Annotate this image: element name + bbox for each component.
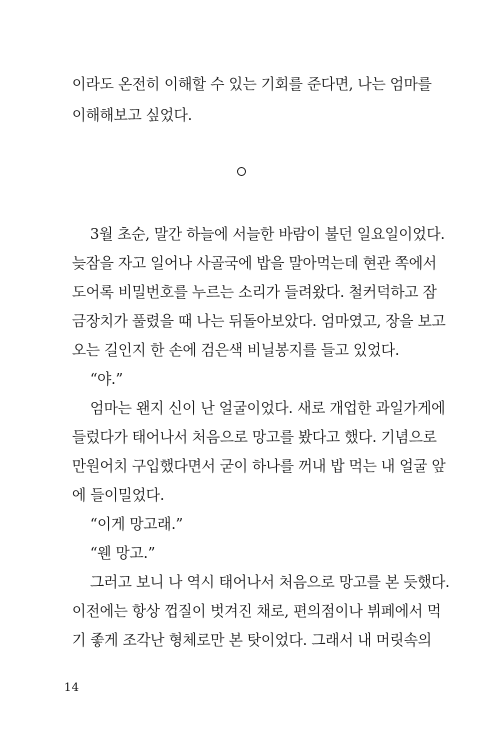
text-line: 이전에는 항상 껍질이 벗겨진 채로, 편의점이나 뷔페에서 먹 [72, 603, 442, 620]
text-line: 3월 초순, 말간 하늘에 서늘한 바람이 불던 일요일이었다. [90, 226, 445, 243]
text-line: 금장치가 풀렸을 때 나는 뒤돌아보았다. 엄마였고, 장을 보고 [72, 313, 446, 330]
text-line: 이라도 온전히 이해할 수 있는 기회를 준다면, 나는 엄마를 [72, 76, 432, 93]
section-divider-circle [237, 167, 246, 176]
dialogue-line: “이게 망고래.” [90, 516, 183, 533]
dialogue-line: “웬 망고.” [90, 545, 156, 562]
text-line: 만원어치 구입했다면서 굳이 하나를 꺼내 밥 먹는 내 얼굴 앞 [72, 458, 446, 475]
text-line: 늦잠을 자고 일어나 사골국에 밥을 말아먹는데 현관 쪽에서 [72, 255, 437, 272]
page-number: 14 [64, 680, 80, 694]
text-line: 기 좋게 조각난 형체로만 본 탓이었다. 그래서 내 머릿속의 [72, 632, 432, 649]
text-line: 도어록 비밀번호를 누르는 소리가 들려왔다. 철커덕하고 잠 [72, 284, 437, 301]
text-line: 오는 길인지 한 손에 검은색 비닐봉지를 들고 있었다. [72, 342, 400, 359]
text-line: 그러고 보니 나 역시 태어나서 처음으로 망고를 본 듯했다. [90, 574, 450, 591]
text-line: 들렀다가 태어나서 처음으로 망고를 봤다고 했다. 기념으로 [72, 429, 437, 446]
text-line: 엄마는 왠지 신이 난 얼굴이었다. 새로 개업한 과일가게에 [90, 400, 446, 417]
dialogue-line: “야.” [90, 371, 123, 388]
text-line: 이해해보고 싶었다. [72, 107, 193, 124]
text-line: 에 들이밀었다. [72, 487, 165, 504]
